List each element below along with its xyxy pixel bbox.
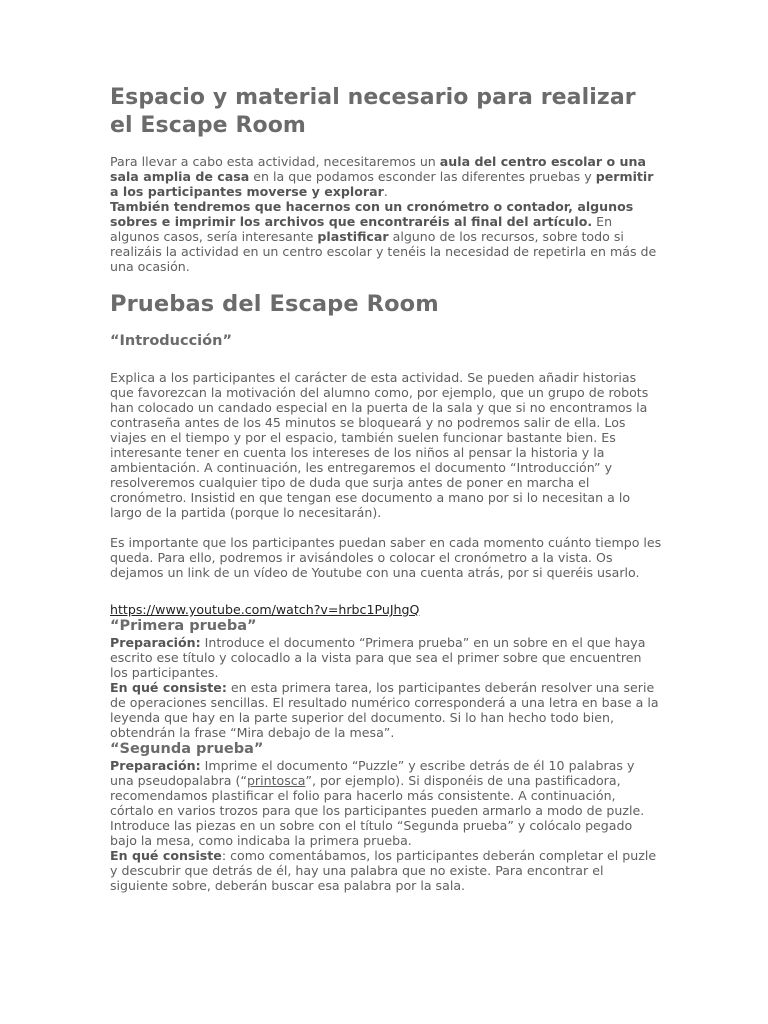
text: en la que podamos esconder las diferentes pruebas y [249, 169, 596, 184]
paragraph-first-what [110, 680, 662, 740]
youtube-link[interactable]: https://www.youtube.com/watch?v=hrbc1PuJhgQ [110, 602, 420, 617]
text: ”, por ejemplo). Si disponéis de una pastificadora, recomendamos plastificar el folio para hacerlo más consistente. A continuación, córtalo en varios trozos para que los participantes pueden armarlo a modo de puzle. Introduce las piezas en un sobre con el título “Segunda prueba” y colócalo pegado bajo la mesa, como indicaba la primera prueba. [110, 773, 645, 848]
bold-text: aula del centro escolar o una sala amplia de casa [110, 154, 646, 184]
section-title-space-material: Espacio y material necesario para realizar el Escape Room [110, 85, 636, 138]
bold-text: permitir a los participantes moverse y explorar [110, 169, 654, 199]
text: . [383, 184, 388, 199]
label-preparacion: Preparación: [110, 758, 201, 773]
label-en-que-consiste: En qué consiste [110, 848, 222, 863]
text: alguno de los recursos, sobre todo si realizáis la actividad en un centro escolar y tenéis la necesidad de repetirla en más de una ocasión. [110, 229, 657, 274]
heading-segunda-prueba: “Segunda prueba” [110, 741, 264, 757]
text: Para llevar a cabo esta actividad, necesitaremos un [110, 154, 440, 169]
paragraph-intro-2: Es importante que los participantes puedan saber en cada momento cuánto tiempo les queda. Para ello, podremos ir avisándoles o colocar el cronómetro a la vista. Os dejamos un link de un vídeo de Youtube con una cuenta atrás, por si queréis usarlo. [110, 535, 662, 580]
document-page [110, 84, 662, 893]
youtube-link-paragraph [110, 602, 662, 617]
text: : como comentábamos, los participantes deberán completar el puzle y descubrir que detrás de él, hay una palabra que no existe. Para encontrar el siguiente sobre, deberán buscar esa palabra por la sala. [110, 848, 657, 893]
paragraph-first-prep [110, 635, 662, 680]
text: en esta primera tarea, los participantes deberán resolver una serie de operaciones sencillas. El resultado numérico corresponderá a una letra en base a la leyenda que hay en la parte superior del documento. Si lo han hecho todo bien, obtendrán la frase “Mira debajo de la mesa”. [110, 680, 659, 740]
underlined-word: printosca [246, 773, 306, 788]
text: Introduce el documento “Primera prueba” en un sobre en el que haya escrito ese título y colocadlo a la vista para que sea el primer sobre que encuentren los participantes. [110, 635, 646, 680]
paragraph-intro-1: Explica a los participantes el carácter de esta actividad. Se pueden añadir historias que favorezcan la motivación del alumno como, por ejemplo, que un grupo de robots han colocado un candado especial en la puerta de la sala y que si no encontramos la contraseña antes de los 45 minutos se bloqueará y no podremos salir de ella. Los viajes en el tiempo y por el espacio, también suelen funcionar bastante bien. Es interesante tener en cuenta los intereses de los niños al pensar la historia y la ambientación. A continuación, les entregaremos el documento “Introducción” y resolveremos cualquier tipo de duda que surja antes de poner en marcha el cronómetro. Insistid en que tengan ese documento a mano por si lo necesitan a lo largo de la partida (porque lo necesitarán). [110, 370, 649, 520]
label-en-que-consiste: En qué consiste: [110, 680, 227, 695]
heading-primera-prueba: “Primera prueba” [110, 618, 257, 634]
text: En algunos casos, sería interesante [110, 214, 613, 244]
paragraph-second-prep [110, 758, 662, 848]
text: Imprime el documento “Puzzle” y escribe detrás de él 10 palabras y una pseudopalabra (“ [110, 758, 635, 788]
label-preparacion: Preparación: [110, 635, 201, 650]
section-title-pruebas: Pruebas del Escape Room [110, 291, 439, 317]
bold-text: También tendremos que hacernos con un cronómetro o contador, algunos sobres e imprimir los archivos que encontraréis al final del artículo. [110, 199, 634, 229]
paragraph-material [110, 199, 662, 274]
paragraph-second-what [110, 848, 662, 893]
bold-text: plastificar [317, 229, 389, 244]
paragraph-space [110, 154, 662, 199]
heading-introduccion: “Introducción” [110, 333, 232, 349]
